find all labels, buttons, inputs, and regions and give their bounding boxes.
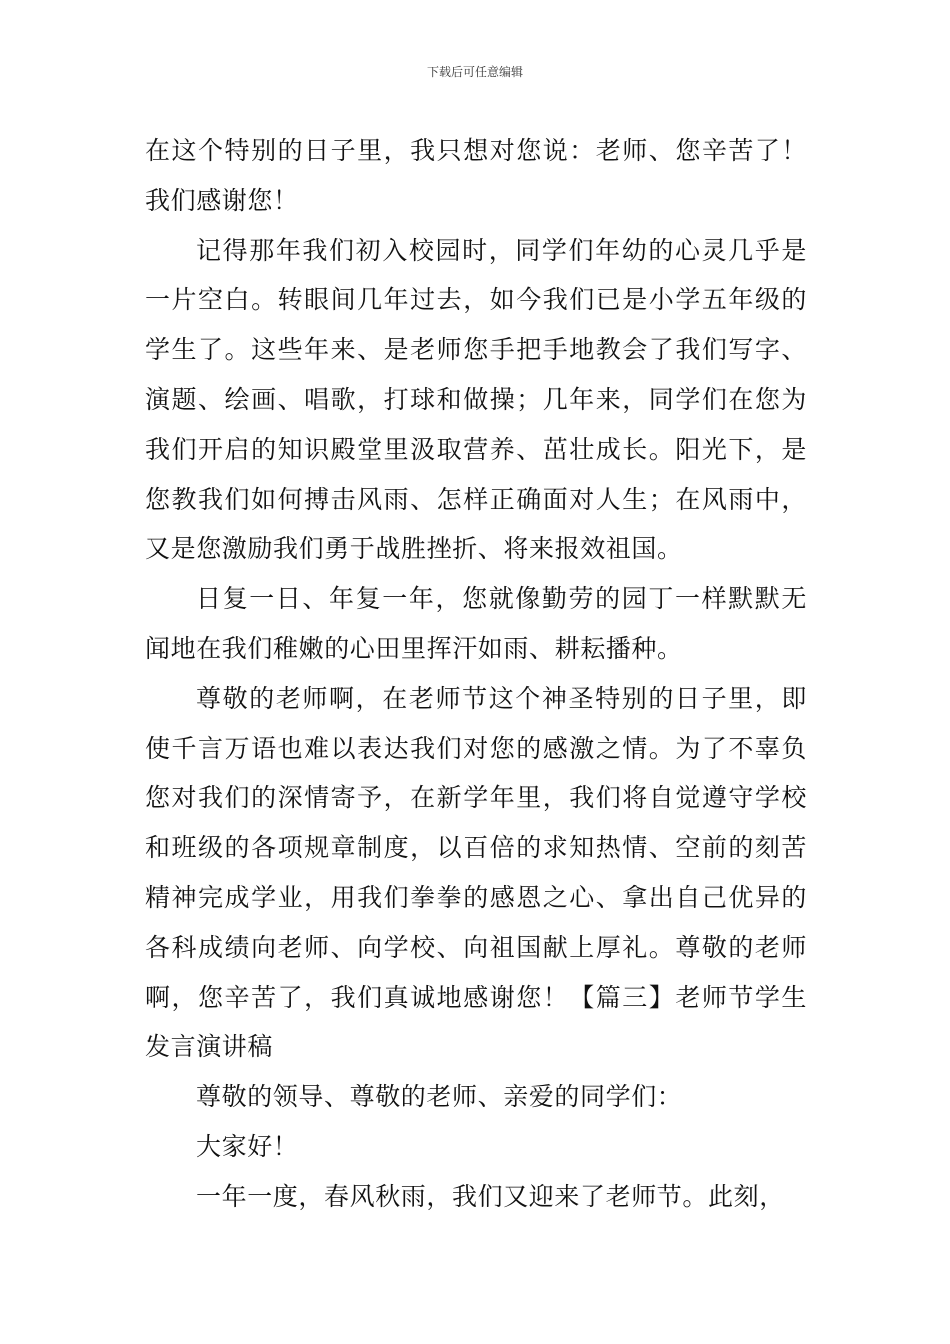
- document-body: [145, 126, 807, 1222]
- paragraph-4: 尊敬的老师啊，在老师节这个神圣特别的日子里，即使千言万语也难以表达我们对您的感激之情。为了不辜负您对我们的深情寄予，在新学年里，我们将自觉遵守学校和班级的各项规章制度，以百倍的求知热情、空前的刻苦精神完成学业，用我们拳拳的感恩之心、拿出自己优异的各科成绩向老师、向学校、向祖国献上厚礼。尊敬的老师啊，您辛苦了，我们真诚地感谢您！【篇三】老师节学生发言演讲稿: [145, 683, 807, 1062]
- paragraph-2: 记得那年我们初入校园时，同学们年幼的心灵几乎是一片空白。转眼间几年过去，如今我们已是小学五年级的学生了。这些年来、是老师您手把手地教会了我们写字、演题、绘画、唱歌，打球和做操；几年来，同学们在您为我们开启的知识殿堂里汲取营养、茁壮成长。阳光下，是您教我们如何搏击风雨、怎样正确面对人生；在风雨中，又是您激励我们勇于战胜挫折、将来报效祖国。: [145, 235, 807, 564]
- paragraph-5-salutation: 尊敬的领导、尊敬的老师、亲爱的同学们：: [196, 1082, 683, 1112]
- paragraph-6-greeting: 大家好！: [196, 1131, 299, 1161]
- paragraph-3: 日复一日、年复一年，您就像勤劳的园丁一样默默无闻地在我们稚嫩的心田里挥汗如雨、耕耘播种。: [145, 584, 807, 663]
- paragraph-1: 在这个特别的日子里，我只想对您说：老师、您辛苦了！我们感谢您！: [145, 136, 807, 215]
- paragraph-7: 一年一度，春风秋雨，我们又迎来了老师节。此刻，: [196, 1181, 785, 1211]
- page-header: 下载后可任意编辑: [426, 65, 523, 79]
